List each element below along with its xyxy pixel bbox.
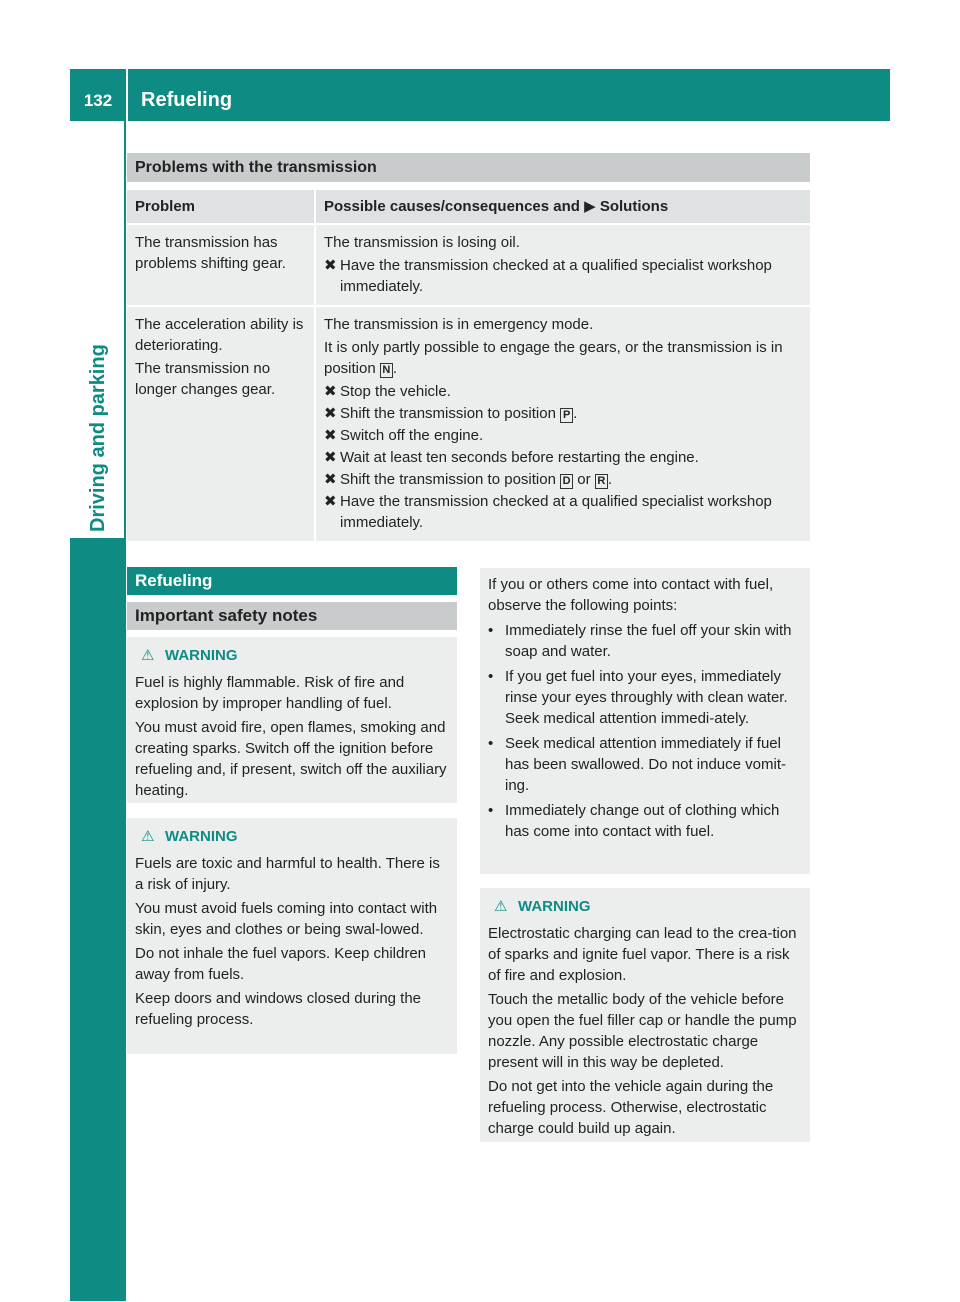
side-tab-label: Driving and parking [87,344,109,532]
list-item [488,666,802,729]
warning-label: WARNING [165,828,238,845]
warning-heading [135,645,449,666]
cause-text: The transmission is losing oil. [324,234,520,251]
bullet-icon: • [488,802,494,819]
gear-r-icon: R [595,474,608,489]
solution-step [324,425,802,446]
warning-text: Keep doors and windows closed during the refueling process. [135,990,422,1028]
fuel-contact-intro: If you or others come into contact with fuel, observe the following points: [488,576,774,614]
warning-text: Fuels are toxic and harmful to health. There is a risk of injury. [135,855,440,893]
warning-heading [488,896,802,917]
solution-step [324,491,802,533]
solution-step [324,447,802,468]
solution-step [324,255,802,297]
warning-text: Touch the metallic body of the vehicle before you open the fuel filler cap or handle the pump nozzle. Any possible electrostatic charge present will in this way be depleted. [488,991,797,1071]
warning-text: Do not inhale the fuel vapors. Keep children away from fuels. [135,945,427,983]
list-item-text: Immediately change out of clothing which has come into contact with fuel. [505,802,780,840]
page-number: 132 [83,91,113,110]
list-item [488,733,802,796]
header-divider [126,69,128,121]
list-item [488,620,802,662]
warning-text: Electrostatic charging can lead to the crea-tion of sparks and ignite fuel vapor. There is a risk of fire and explosion. [488,925,797,984]
column-header-problem: Problem [127,190,316,225]
list-item-text: If you get fuel into your eyes, immediately rinse your eyes throughly with clean water. Seek medical attention immedi-ately. [505,668,788,727]
subsection-title: Important safety notes [127,602,457,630]
list-item-text: Seek medical attention immediately if fuel has been swallowed. Do not induce vomit-ing. [505,735,786,794]
list-item [488,800,802,842]
problem-text: The transmission no longer changes gear. [135,360,276,398]
list-item-text: Immediately rinse the fuel off your skin with soap and water. [505,622,792,660]
step-text: Stop the vehicle. [340,383,451,400]
warning-triangle-icon: ⚠ [141,828,155,845]
table-header-row [127,190,810,225]
cause-text: It is only partly possible to engage the gears, or the transmission is in position N . [324,339,783,377]
warning-triangle-icon: ⚠ [494,898,508,915]
problem-text: The acceleration ability is deteriorating. [135,316,304,354]
warning-heading [135,826,449,847]
gear-p-icon: P [560,408,573,423]
bullet-icon: • [488,668,494,685]
fuel-contact-box [480,568,810,874]
problem-cell [127,307,316,543]
problem-cell [127,225,316,307]
table-title: Problems with the transmission [127,153,810,182]
column-header-solutions-label: Solutions [599,198,669,215]
section-title: Refueling [127,567,457,595]
column-header-causes [316,190,810,225]
warning-box [480,888,810,1142]
solution-step [324,381,802,402]
gear-d-icon: D [560,474,573,489]
solution-step: ✖ Shift the transmission to position D or R . [324,471,612,488]
solution-cell [316,225,810,307]
step-text: Shift the transmission to position [340,405,556,422]
play-arrow-icon: ▶ [584,198,596,215]
step-text: Have the transmission checked at a qualified specialist workshop immediately. [340,257,772,295]
warning-label: WARNING [518,898,591,915]
step-text: Have the transmission checked at a qualified specialist workshop immediately. [340,493,772,531]
step-arrow-icon: ✖ [324,449,337,466]
warning-label: WARNING [165,647,238,664]
page-title: Refueling [141,89,233,111]
solution-cell [316,307,810,543]
problem-text: The transmission has problems shifting gear. [135,234,286,272]
step-arrow-icon: ✖ [324,257,337,274]
step-arrow-icon: ✖ [324,493,337,510]
warning-text: You must avoid fire, open flames, smoking and creating sparks. Switch off the ignition before refueling and, if present, switch off the auxiliary heating. [135,719,447,799]
column-header-causes-label: Possible causes/consequences and [324,198,580,215]
step-text: Wait at least ten seconds before restarting the engine. [340,449,699,466]
step-text: Shift the transmission to position [340,471,556,488]
side-tab-block [70,538,126,1301]
solution-step: ✖ Shift the transmission to position P . [324,405,578,422]
warning-text: You must avoid fuels coming into contact with skin, eyes and clothes or being swal-lowed. [135,900,438,938]
transmission-problems-table [127,190,810,543]
step-arrow-icon: ✖ [324,405,337,422]
step-text: Switch off the engine. [340,427,484,444]
warning-box [127,818,457,1054]
step-arrow-icon: ✖ [324,427,337,444]
table-row [127,307,810,543]
cause-text: The transmission is in emergency mode. [324,316,594,333]
bullet-icon: • [488,622,494,639]
table-row [127,225,810,307]
step-arrow-icon: ✖ [324,471,337,488]
step-arrow-icon: ✖ [324,383,337,400]
warning-triangle-icon: ⚠ [141,647,155,664]
side-tab-line [124,121,126,538]
or-text: or [577,471,591,488]
warning-box [127,637,457,803]
warning-text: Fuel is highly flammable. Risk of fire and explosion by improper handling of fuel. [135,674,405,712]
bullet-icon: • [488,735,494,752]
gear-n-icon: N [380,363,393,378]
warning-text: Do not get into the vehicle again during the refueling process. Otherwise, electrostatic charge could build up again. [488,1078,774,1137]
